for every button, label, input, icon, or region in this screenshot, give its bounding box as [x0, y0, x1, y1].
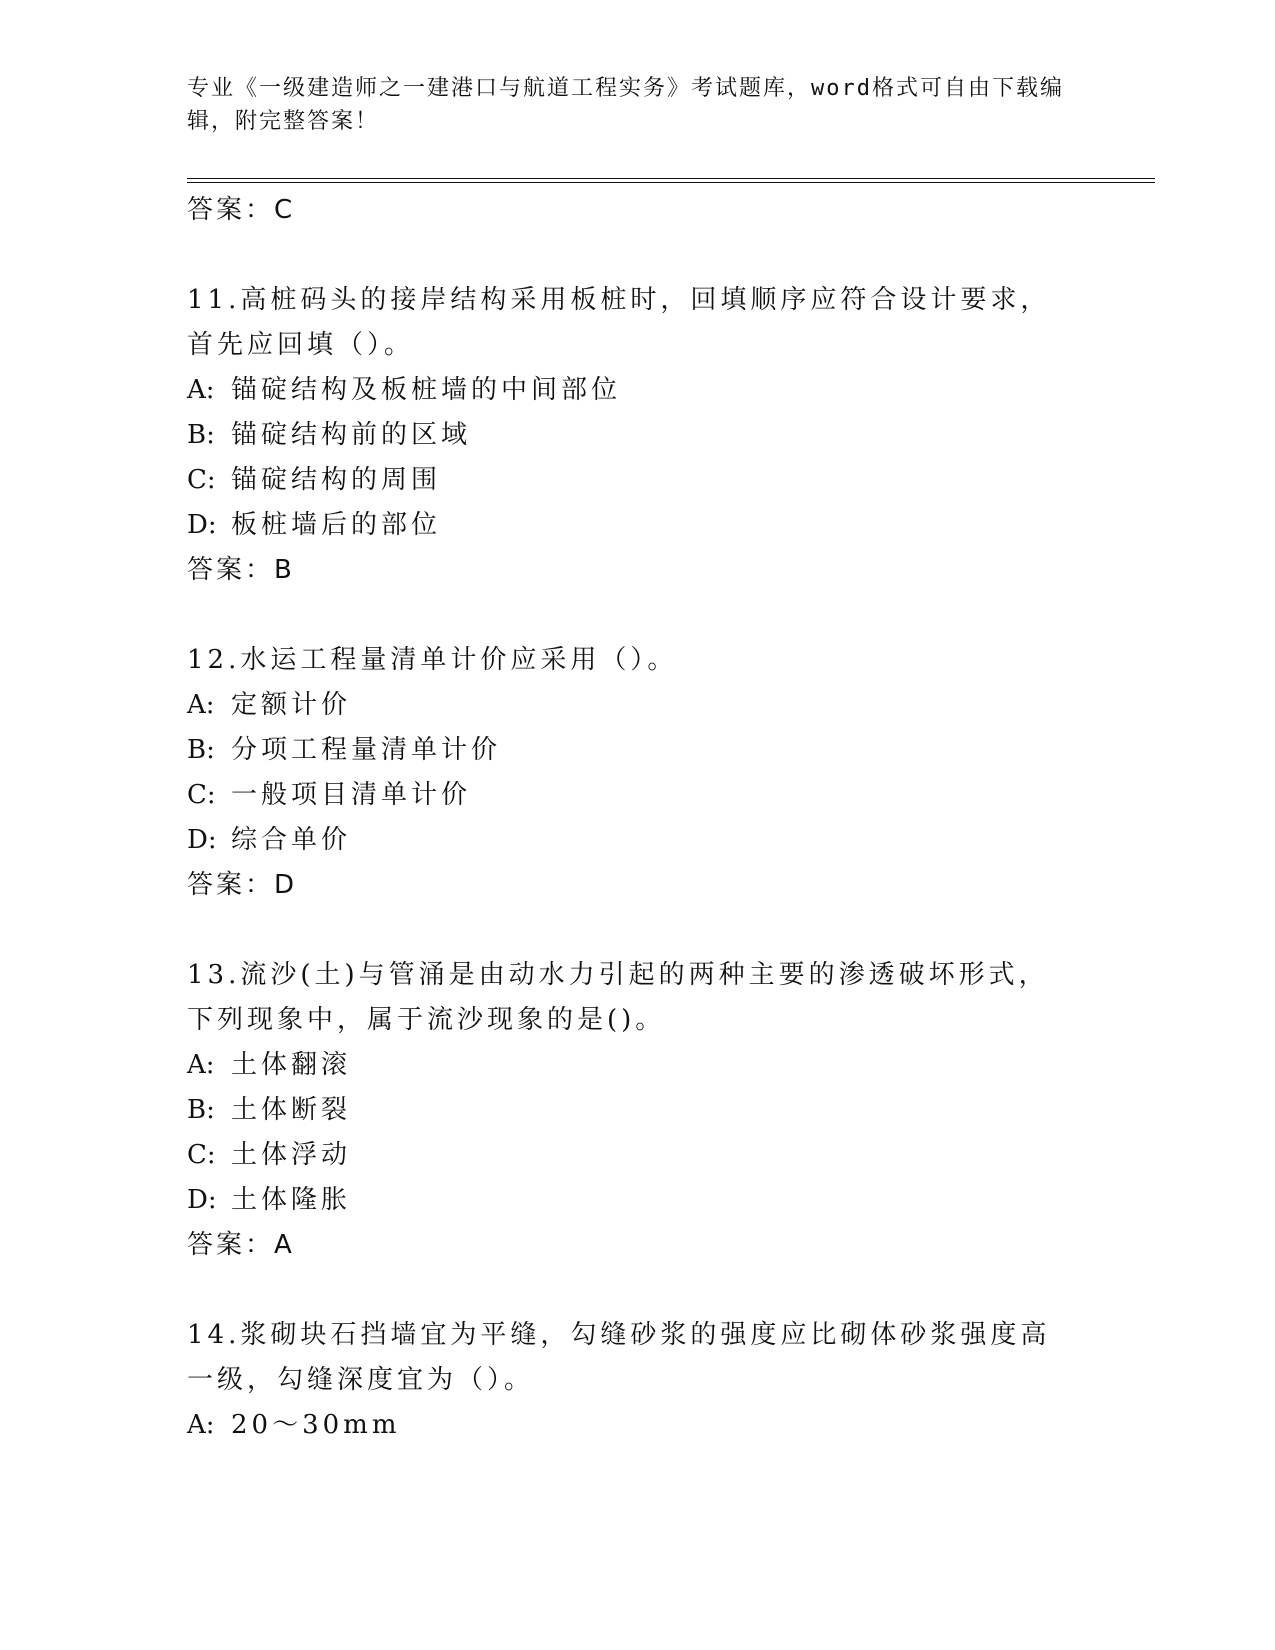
- answer-label: 答案：: [187, 1230, 275, 1260]
- answer-line: [187, 863, 1087, 908]
- page-header: 专业《一级建造师之一建港口与航道工程实务》考试题库，word格式可自由下载编辑，附完整答案！: [187, 76, 1064, 134]
- answer-value: D: [274, 870, 296, 900]
- option-c: [187, 458, 1087, 503]
- option-letter: D:: [187, 825, 217, 855]
- answer-value: A: [274, 1230, 293, 1260]
- option-letter: C:: [187, 465, 216, 495]
- option-a: [187, 1043, 1087, 1088]
- option-text: 土体断裂: [231, 1095, 352, 1125]
- option-text: 综合单价: [231, 825, 352, 855]
- question-text: 14.浆砌块石挡墙宜为平缝，勾缝砂浆的强度应比砌体砂浆强度高一级，勾缝深度宜为（）。: [187, 1320, 1051, 1395]
- question-text: 12.水运工程量清单计价应采用（）。: [187, 645, 678, 675]
- answer-label: 答案：: [187, 555, 275, 585]
- option-d: [187, 1178, 1087, 1223]
- option-letter: A:: [187, 690, 215, 720]
- option-text: 分项工程量清单计价: [231, 735, 502, 765]
- question-text: 11.高桩码头的接岸结构采用板桩时，回填顺序应符合设计要求，首先应回填（）。: [187, 285, 1051, 360]
- option-letter: A:: [187, 1410, 215, 1440]
- option-text: 土体隆胀: [231, 1185, 352, 1215]
- option-text: 锚碇结构前的区域: [231, 420, 472, 450]
- option-letter: A:: [187, 375, 215, 405]
- option-text: 土体浮动: [231, 1140, 352, 1170]
- answer-line: [187, 188, 1087, 233]
- option-letter: A:: [187, 1050, 215, 1080]
- option-d: [187, 503, 1087, 548]
- option-a: [187, 1403, 1087, 1448]
- answer-value: B: [274, 555, 293, 585]
- answer-label: 答案：: [187, 870, 275, 900]
- option-a: [187, 368, 1087, 413]
- option-d: [187, 818, 1087, 863]
- question-text: 13.流沙(土)与管涌是由动水力引起的两种主要的渗透破坏形式，下列现象中，属于流沙现象的是()。: [187, 960, 1049, 1035]
- option-b: [187, 1088, 1087, 1133]
- header-divider: [187, 178, 1155, 183]
- option-a: [187, 683, 1087, 728]
- option-text: 土体翻滚: [231, 1050, 352, 1080]
- option-c: [187, 1133, 1087, 1178]
- option-text: 定额计价: [231, 690, 352, 720]
- option-b: [187, 728, 1087, 773]
- option-b: [187, 413, 1087, 458]
- option-letter: C:: [187, 780, 216, 810]
- answer-label: 答案：: [187, 195, 275, 225]
- option-letter: B:: [187, 735, 215, 765]
- option-letter: B:: [187, 1095, 215, 1125]
- answer-value: C: [274, 195, 294, 225]
- option-text: 锚碇结构的周围: [231, 465, 442, 495]
- option-text: 一般项目清单计价: [231, 780, 472, 810]
- option-letter: C:: [187, 1140, 216, 1170]
- option-letter: B:: [187, 420, 215, 450]
- option-text: 板桩墙后的部位: [231, 510, 442, 540]
- answer-line: [187, 548, 1087, 593]
- option-letter: D:: [187, 510, 217, 540]
- answer-line: [187, 1223, 1087, 1268]
- option-text: 20～30mm: [231, 1410, 401, 1440]
- option-text: 锚碇结构及板桩墙的中间部位: [231, 375, 622, 405]
- question-list: [187, 188, 1087, 1448]
- option-c: [187, 773, 1087, 818]
- option-letter: D:: [187, 1185, 217, 1215]
